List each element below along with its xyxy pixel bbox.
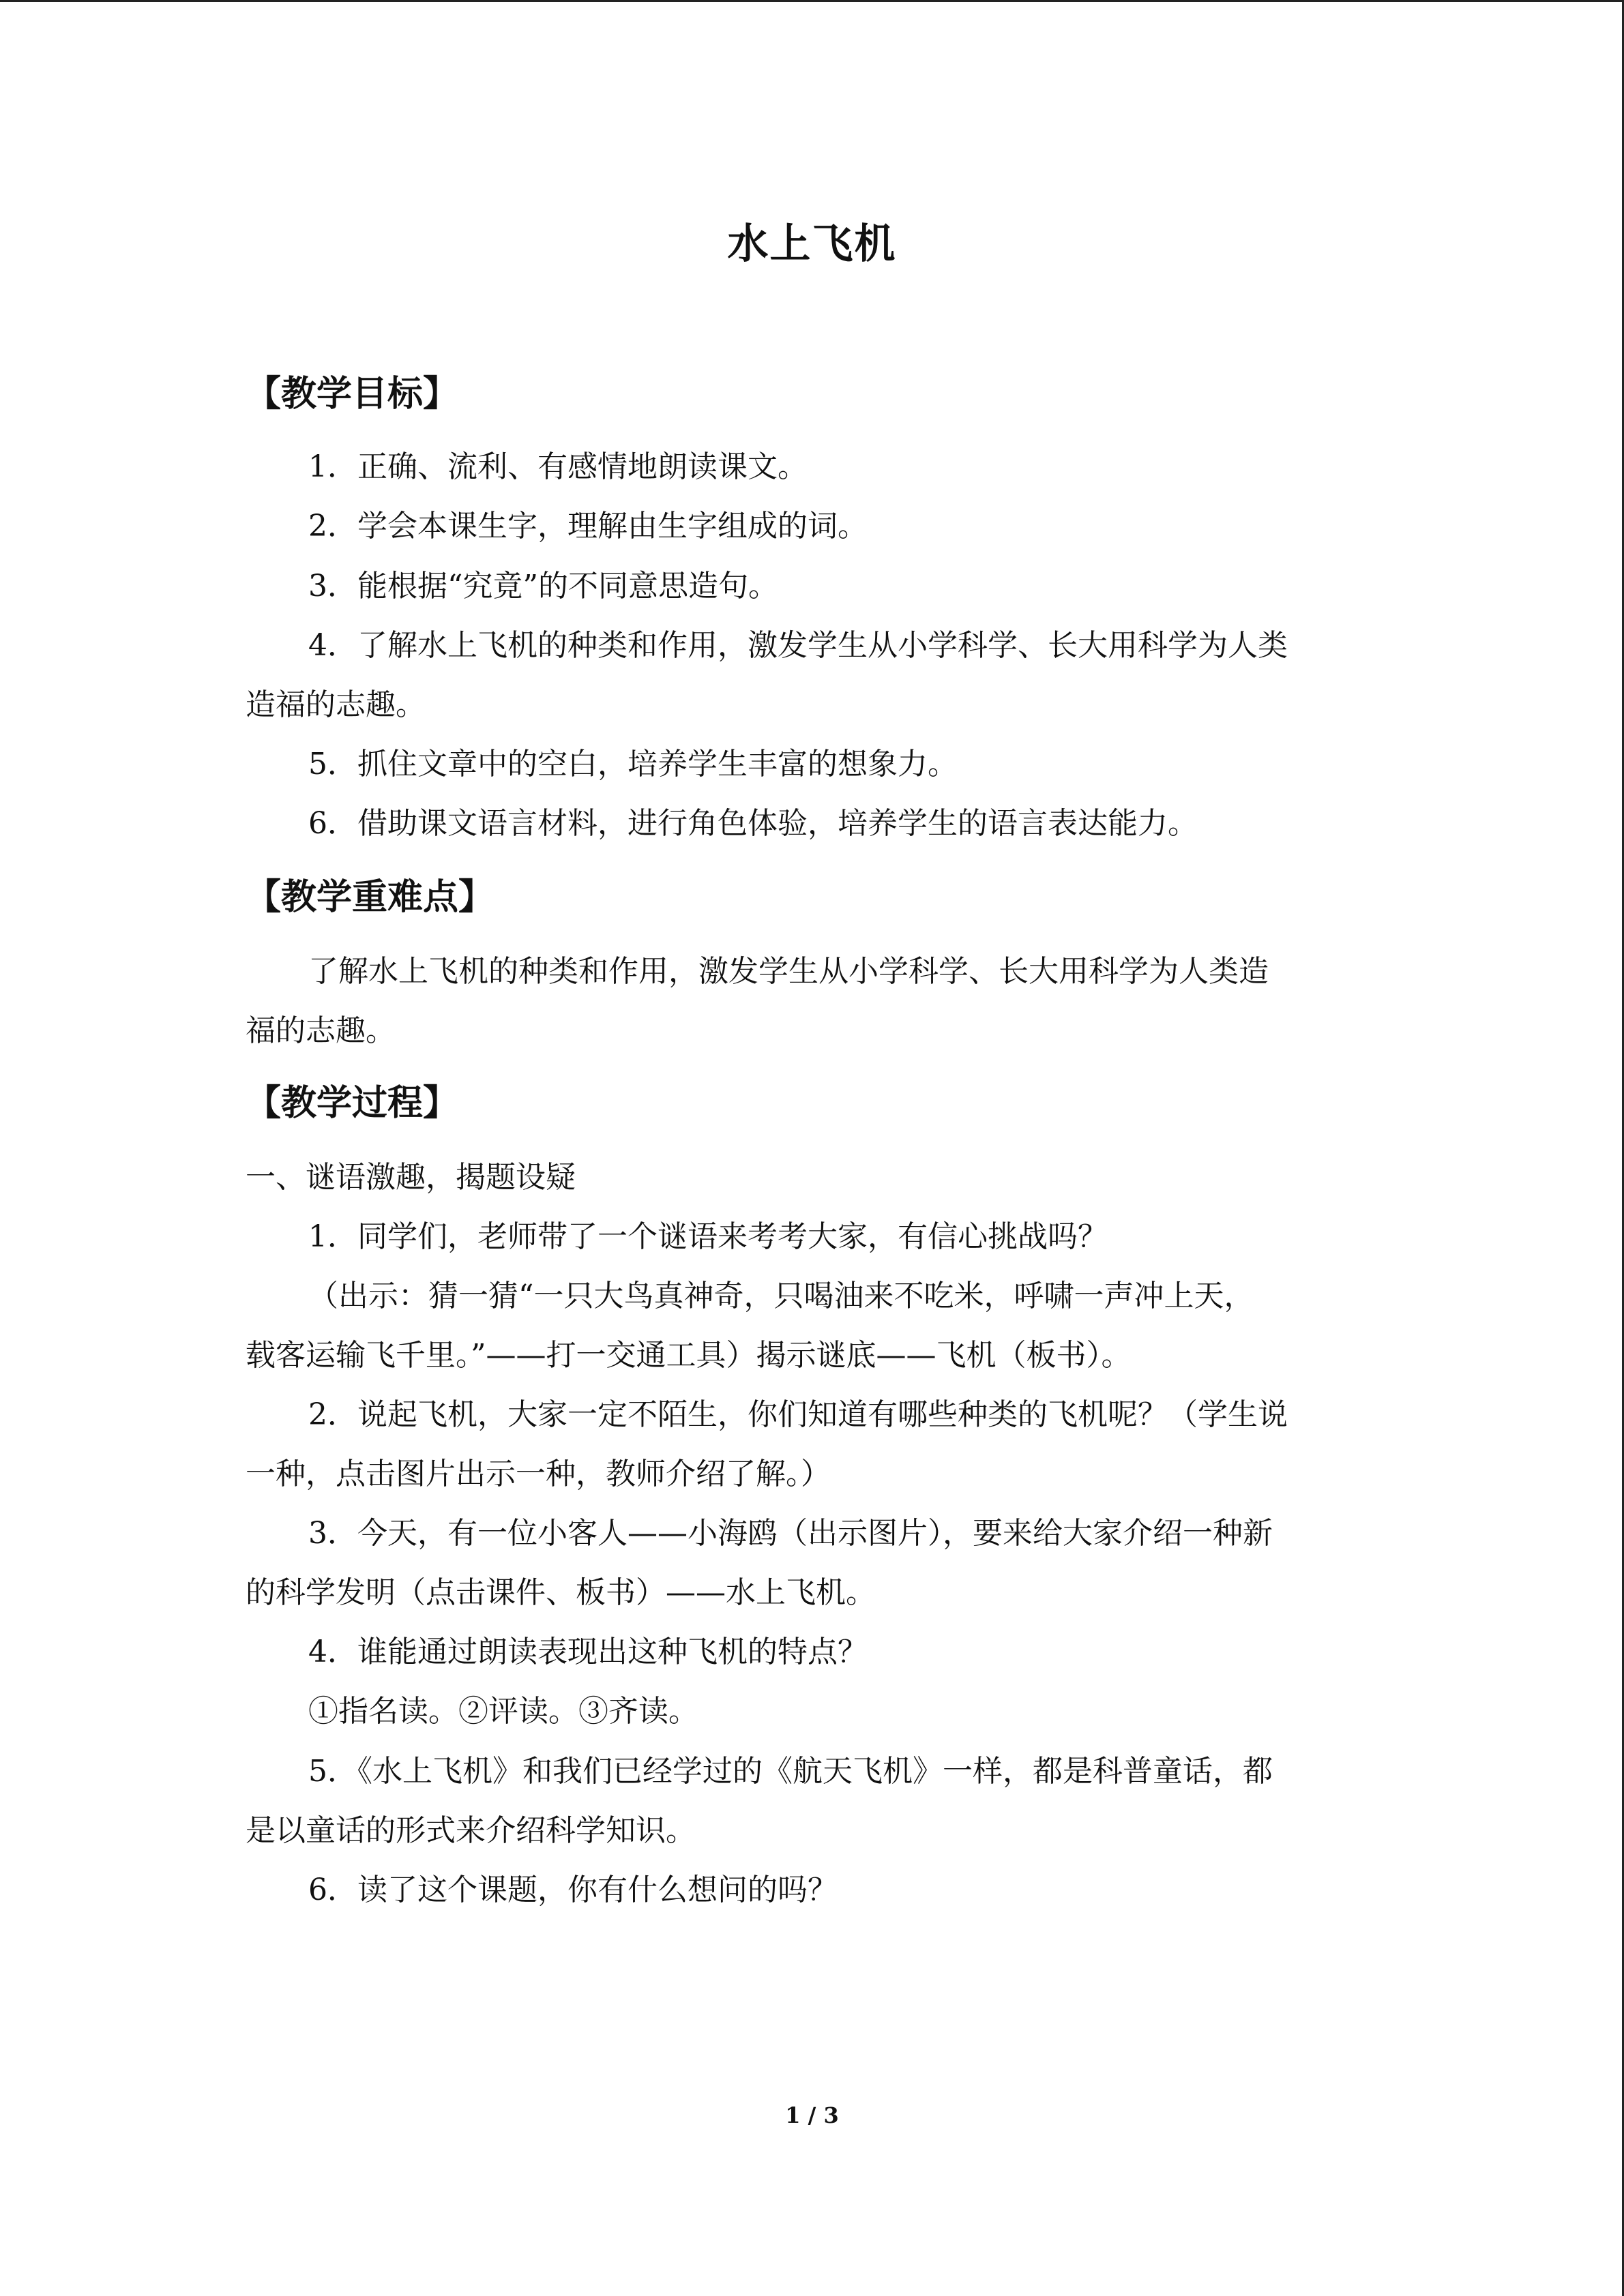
- page-number: 1 / 3: [785, 2102, 839, 2128]
- page-border-top: [0, 0, 1624, 2]
- process-line: 3．今天，有一位小客人——小海鸥（出示图片），要来给大家介绍一种新: [308, 1516, 1273, 1551]
- process-line: 的科学发明（点击课件、板书）——水上飞机。: [246, 1575, 876, 1610]
- objective-item: 3．能根据“究竟”的不同意思造句。: [308, 569, 778, 603]
- section-heading-process: 【教学过程】: [246, 1082, 459, 1124]
- process-line: 1．同学们，老师带了一个谜语来考考大家，有信心挑战吗？: [308, 1219, 1108, 1254]
- objective-item: 2．学会本课生字，理解由生字组成的词。: [308, 509, 868, 543]
- process-line: 一种，点击图片出示一种，教师介绍了解。）: [246, 1457, 831, 1491]
- process-subheading: 一、谜语激趣，揭题设疑: [246, 1160, 576, 1195]
- process-line: 载客运输飞千里。”——打一交通工具）揭示谜底——飞机（板书）。: [246, 1338, 1132, 1373]
- process-line: 是以童话的形式来介绍科学知识。: [246, 1813, 696, 1848]
- process-line: 2．说起飞机，大家一定不陌生，你们知道有哪些种类的飞机呢？（学生说: [308, 1397, 1288, 1432]
- objective-item: 5．抓住文章中的空白，培养学生丰富的想象力。: [308, 747, 958, 781]
- objective-item: 6．借助课文语言材料，进行角色体验，培养学生的语言表达能力。: [308, 806, 1198, 841]
- process-line: （出示：猜一猜“一只大鸟真神奇，只喝油来不吃米，呼啸一声冲上天，: [308, 1279, 1254, 1313]
- section-heading-objectives: 【教学目标】: [246, 373, 459, 415]
- process-line: ①指名读。②评读。③齐读。: [308, 1694, 698, 1729]
- objective-item-continued: 造福的志趣。: [246, 687, 426, 722]
- page-title: 水上飞机: [727, 220, 897, 268]
- objective-item: 1．正确、流利、有感情地朗读课文。: [308, 449, 808, 484]
- process-line: 6．读了这个课题，你有什么想问的吗？: [308, 1873, 838, 1907]
- section-heading-key-points: 【教学重难点】: [246, 876, 494, 918]
- key-points-text: 福的志趣。: [246, 1013, 396, 1048]
- objective-item: 4．了解水上飞机的种类和作用，激发学生从小学科学、长大用科学为人类: [308, 628, 1288, 663]
- key-points-text: 了解水上飞机的种类和作用，激发学生从小学科学、长大用科学为人类造: [308, 954, 1269, 989]
- process-line: 4．谁能通过朗读表现出这种飞机的特点？: [308, 1635, 868, 1669]
- process-line: 5．《水上飞机》和我们已经学过的《航天飞机》一样，都是科普童话，都: [308, 1754, 1273, 1789]
